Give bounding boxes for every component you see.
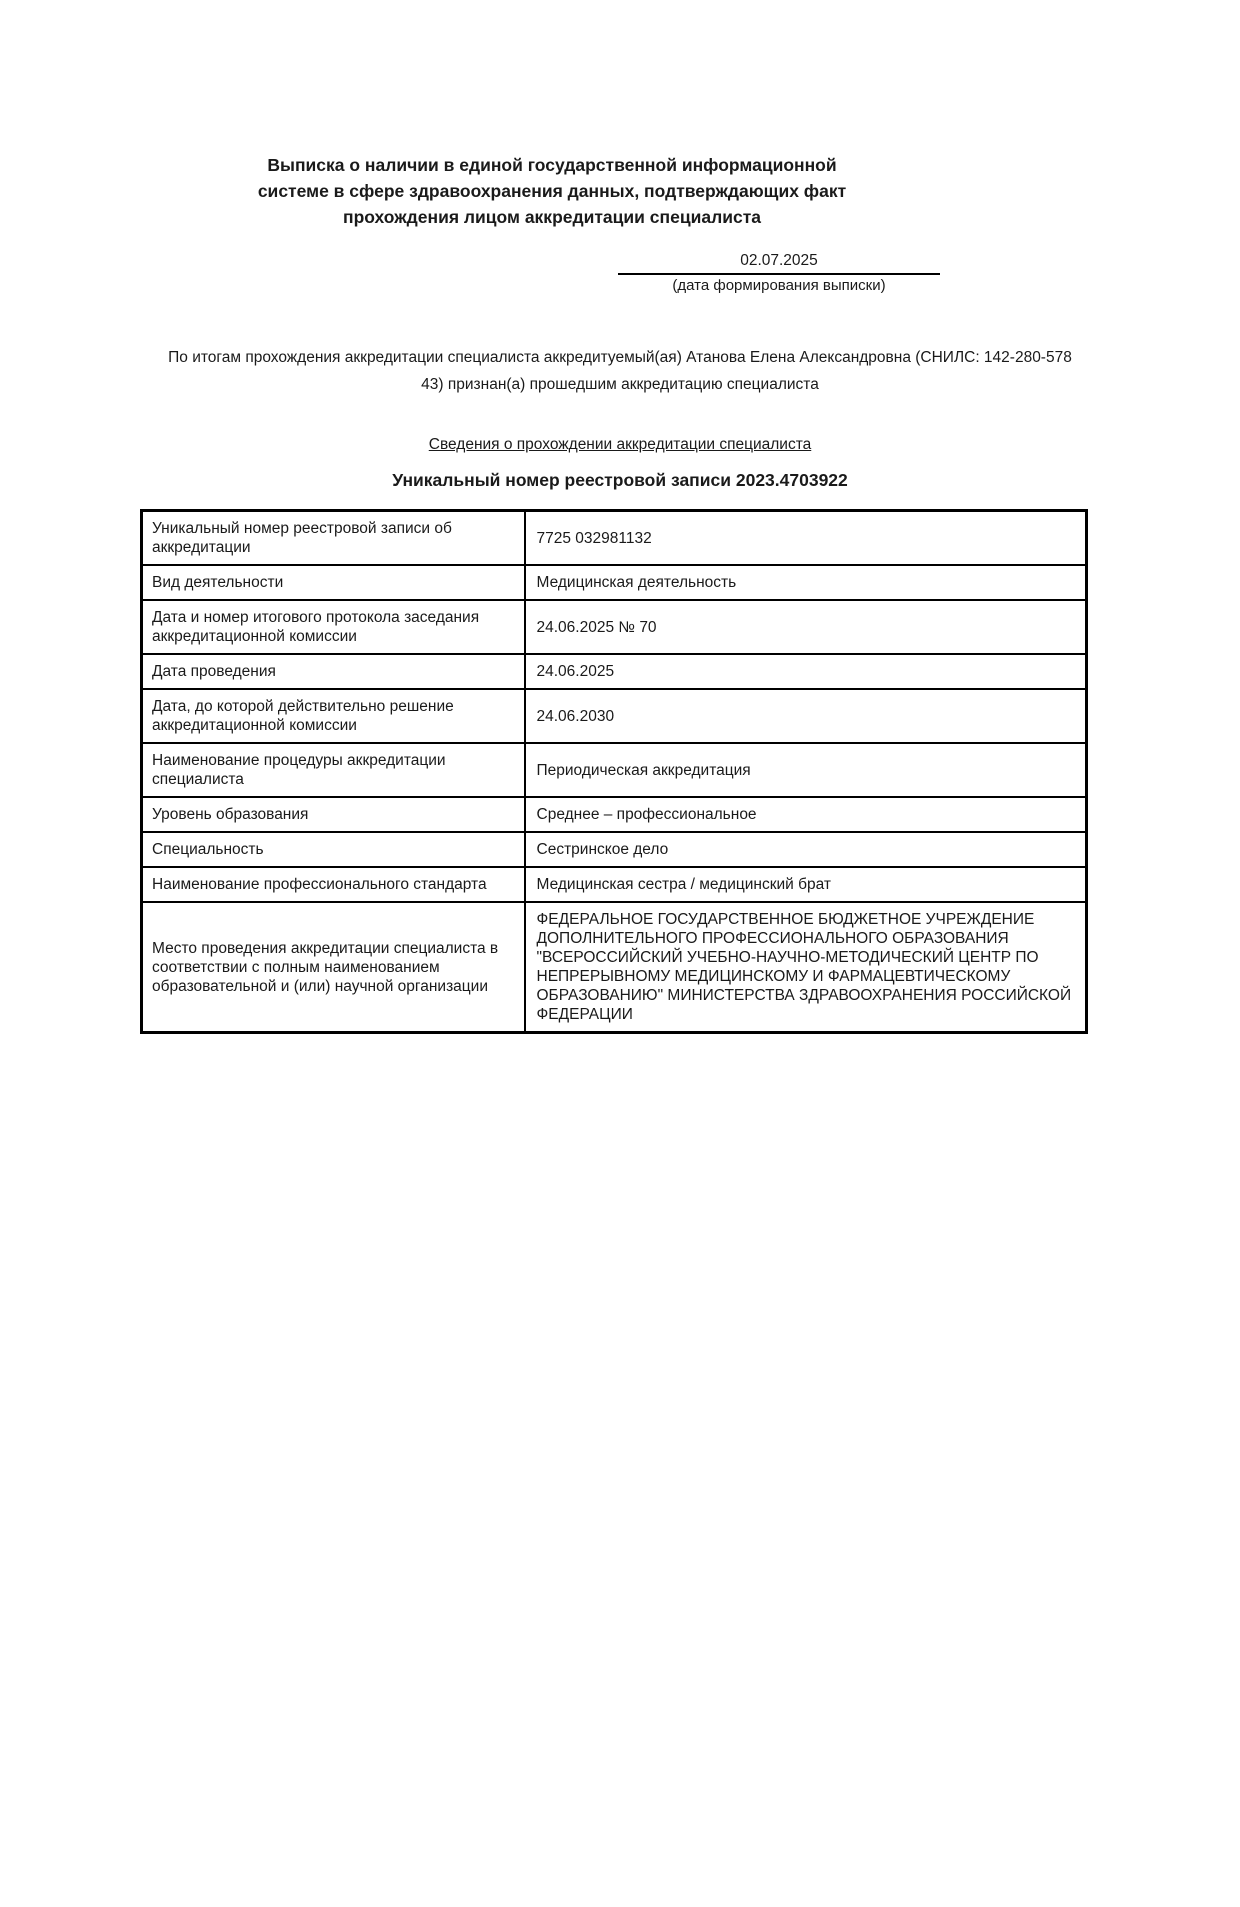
table-row (142, 902, 1087, 1033)
row-value: Сестринское дело (525, 832, 1087, 867)
row-value: 24.06.2030 (525, 689, 1087, 743)
document-title-line: системе в сфере здравоохранения данных, подтверждающих факт (257, 181, 847, 201)
table-row (142, 797, 1087, 832)
table-row (142, 654, 1087, 689)
registry-record-subtitle: Уникальный номер реестровой записи 2023.4703922 (392, 470, 848, 490)
row-label: Специальность (142, 832, 525, 867)
extract-date-block (618, 252, 940, 294)
extract-date-caption: (дата формирования выписки) (672, 277, 886, 294)
row-value: 24.06.2025 (525, 654, 1087, 689)
row-value: Медицинская сестра / медицинский брат (525, 867, 1087, 902)
section-heading: Сведения о прохождении аккредитации специалиста (428, 436, 812, 453)
row-value: 24.06.2025 № 70 (525, 600, 1087, 654)
accreditation-result-paragraph (0, 344, 1240, 398)
table-row (142, 832, 1087, 867)
document-title-line: прохождения лицом аккредитации специалиста (343, 207, 761, 227)
row-label: Дата и номер итогового протокола заседания аккредитационной комиссии (142, 600, 525, 654)
row-label: Наименование профессионального стандарта (142, 867, 525, 902)
table-row (142, 511, 1087, 566)
row-label: Уникальный номер реестровой записи об аккредитации (142, 511, 525, 566)
row-label: Вид деятельности (142, 565, 525, 600)
table-row (142, 600, 1087, 654)
table-row (142, 743, 1087, 797)
document-page (0, 152, 1240, 1907)
accreditation-result-line: По итогам прохождения аккредитации специалиста аккредитуемый(ая) Атанова Елена Александровна (СНИЛС: 142-280-578 (168, 349, 1072, 366)
table-row (142, 867, 1087, 902)
row-label: Уровень образования (142, 797, 525, 832)
row-value: Медицинская деятельность (525, 565, 1087, 600)
accreditation-details-table (140, 509, 1088, 1034)
row-label: Дата, до которой действительно решение аккредитационной комиссии (142, 689, 525, 743)
row-label: Место проведения аккредитации специалиста в соответствии с полным наименованием образовательной и (или) научной организации (142, 902, 525, 1033)
document-title (200, 152, 904, 230)
document-title-line: Выписка о наличии в единой государственной информационной (267, 155, 837, 175)
row-value: 7725 032981132 (525, 511, 1087, 566)
row-value: ФЕДЕРАЛЬНОЕ ГОСУДАРСТВЕННОЕ БЮДЖЕТНОЕ УЧРЕЖДЕНИЕ ДОПОЛНИТЕЛЬНОГО ПРОФЕССИОНАЛЬНОГО ОБРАЗОВАНИЯ "ВСЕРОССИЙСКИЙ УЧЕБНО-НАУЧНО-МЕТОДИЧЕСКИЙ ЦЕНТР ПО НЕПРЕРЫВНОМУ МЕДИЦИНСКОМУ И ФАРМАЦЕВТИЧЕСКОМУ ОБРАЗОВАНИЮ" МИНИСТЕРСТВА ЗДРАВООХРАНЕНИЯ РОССИЙСКОЙ ФЕДЕРАЦИИ (525, 902, 1087, 1033)
accreditation-result-line: 43) признан(а) прошедшим аккредитацию специалиста (421, 376, 819, 393)
row-value: Среднее – профессиональное (525, 797, 1087, 832)
table-row (142, 565, 1087, 600)
table-row (142, 689, 1087, 743)
row-label: Дата проведения (142, 654, 525, 689)
extract-date: 02.07.2025 (618, 252, 940, 275)
row-value: Периодическая аккредитация (525, 743, 1087, 797)
row-label: Наименование процедуры аккредитации специалиста (142, 743, 525, 797)
